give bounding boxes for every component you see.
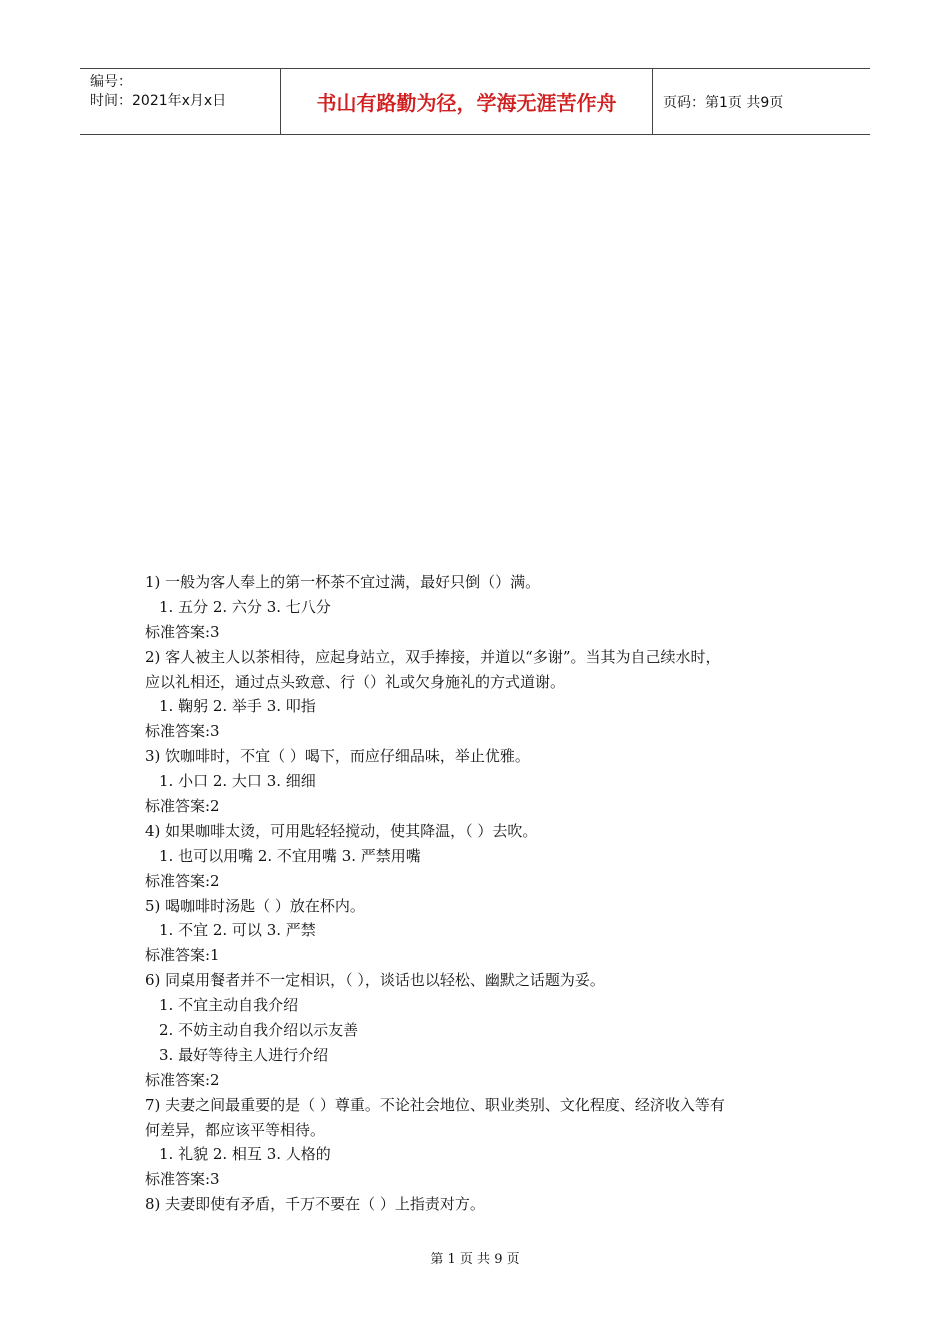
question-text: 5) 喝咖啡时汤匙（ ）放在杯内。 [145,896,365,915]
option-line: 2. 不妨主动自我介绍以示友善 [159,1021,359,1040]
number-label: 编号： [90,74,132,90]
page-footer: 第 1 页 共 9 页 [430,1252,520,1267]
question-text: 何差异，都应该平等相待。 [145,1120,326,1139]
question-list [145,570,805,1217]
option-line: 1. 鞠躬 2. 举手 3. 叩指 [159,697,316,716]
question-text: 2) 客人被主人以茶相待，应起身站立，双手捧接，并道以“多谢”。当其为自己续水时， [145,647,721,666]
page-header [80,68,870,135]
option-line: 1. 小口 2. 大口 3. 细细 [159,772,316,791]
question-text: 3) 饮咖啡时，不宜（ ）喝下，而应仔细品味，举止优雅。 [145,747,530,766]
option-line: 3. 最好等待主人进行介绍 [159,1045,329,1064]
question-text: 应以礼相还，通过点头致意、行（）礼或欠身施礼的方式道谢。 [145,672,566,691]
option-line: 1. 礼貌 2. 相互 3. 人格的 [159,1145,331,1164]
question-text: 7) 夫妻之间最重要的是（ ）尊重。不论社会地位、职业类别、文化程度、经济收入等有 [145,1095,725,1114]
answer-line: 标准答案:2 [145,871,220,890]
header-motto-cell [281,69,653,134]
option-line: 1. 五分 2. 六分 3. 七八分 [159,597,331,616]
answer-line: 标准答案:2 [145,797,220,816]
answer-line: 标准答案:3 [145,622,220,641]
option-line: 1. 不宜主动自我介绍 [159,996,299,1015]
motto-text: 书山有路勤为径，学海无涯苦作舟 [316,91,617,115]
option-line: 1. 也可以用嘴 2. 不宜用嘴 3. 严禁用嘴 [159,846,421,865]
answer-line: 标准答案:1 [145,946,220,965]
answer-line: 标准答案:3 [145,722,220,741]
answer-line: 标准答案:3 [145,1170,220,1189]
question-text: 6) 同桌用餐者并不一定相识，（ ），谈话也以轻松、幽默之话题为妥。 [145,971,605,990]
question-text: 4) 如果咖啡太烫，可用匙轻轻搅动，使其降温，（ ）去吹。 [145,821,538,840]
question-text: 8) 夫妻即使有矛盾，千万不要在（ ）上指责对方。 [145,1195,485,1214]
question-text: 1) 一般为客人奉上的第一杯茶不宜过满，最好只倒（）满。 [145,573,541,591]
time-label: 时间：2021年x月x日 [90,93,227,109]
header-page-info: 页码：第1页 共9页 [663,94,784,111]
option-line: 1. 不宜 2. 可以 3. 严禁 [159,921,316,940]
header-meta [80,69,281,134]
answer-line: 标准答案:2 [145,1070,220,1089]
